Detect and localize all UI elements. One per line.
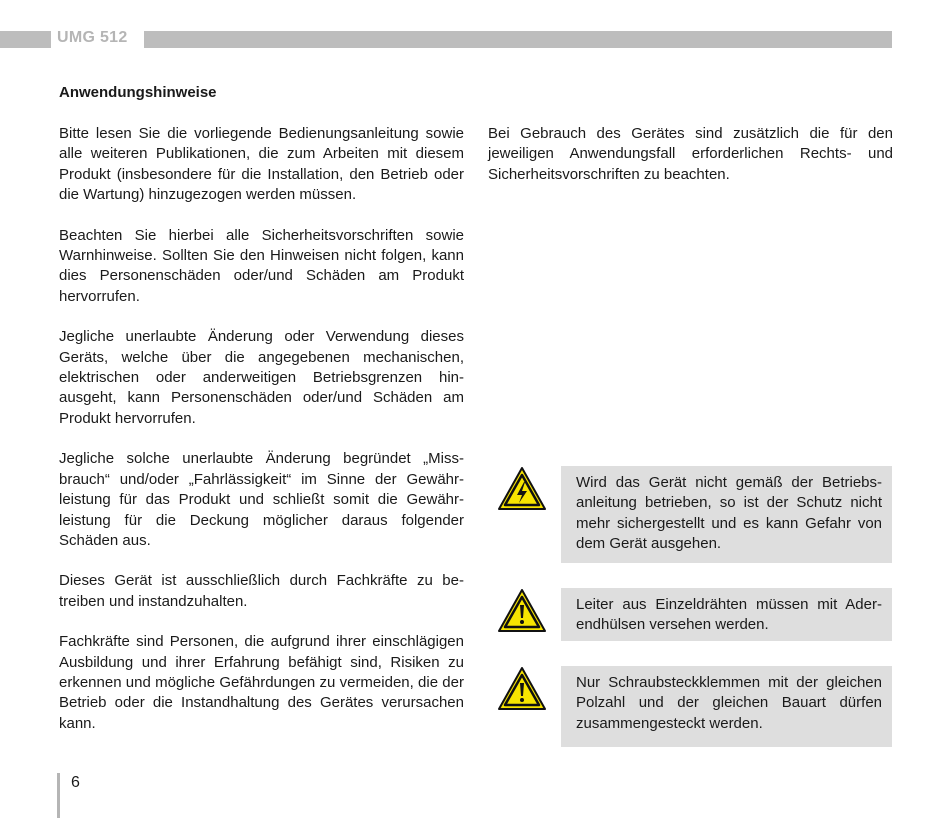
paragraph: Bitte lesen Sie die vorliegende Bedienungsanleitung sowie alle weiteren Publikationen, die zum Arbeiten mit diesem Produkt (insbesondere für die Installation, den Betrieb oder die Wartung) hinzugezogen werden müssen. xyxy=(59,125,464,204)
page-number: 6 xyxy=(71,774,80,791)
warning-text-box: Wird das Gerät nicht gemäß der Betriebsanleitung betrieben, so ist der Schutz nicht mehr sichergestellt und es kann Gefahr von dem Gerät ausgehen. xyxy=(561,466,892,563)
paragraph: Jegliche unerlaubte Änderung oder Verwendung dieses Geräts, welche über die angegebenen mechanischen, elektrischen oder anderweitigen Betriebsgrenzen hinausgeht, kann Personenschäden oder/und Schäden am Produkt hervorrufen. xyxy=(59,328,464,427)
paragraph: Bei Gebrauch des Gerätes sind zusätzlich die für den jeweiligen Anwendungsfall erforderlichen Rechts- und Sicherheitsvorschriften zu beachten. xyxy=(488,125,893,183)
header-bar-right xyxy=(144,31,892,48)
left-column xyxy=(59,124,464,754)
warning-icon xyxy=(497,666,547,712)
warning-text-box: Leiter aus Einzeldrähten müssen mit Aderendhülsen versehen werden. xyxy=(561,588,892,641)
header-bar-left xyxy=(0,31,51,48)
electric-hazard-icon xyxy=(497,466,547,512)
section-heading: Anwendungshinweise xyxy=(59,84,217,101)
warning-text-box: Nur Schraubsteckklemmen mit der gleichen Polzahl und der gleichen Bauart dürfen zusammengesteckt werden. xyxy=(561,666,892,747)
header-title: UMG 512 xyxy=(57,29,128,46)
right-column xyxy=(488,124,893,205)
paragraph: Beachten Sie hierbei alle Sicherheitsvorschriften sowie Warnhinweise. Sollten Sie den Hinweisen nicht folgen, kann dies Personenschäden oder/und Schäden am Produkt hervorrufen. xyxy=(59,226,464,305)
footer-bar xyxy=(57,773,60,818)
paragraph: Dieses Gerät ist ausschließlich durch Fachkräfte zu betreiben und instandzuhalten. xyxy=(59,572,464,610)
paragraph: Fachkräfte sind Personen, die aufgrund ihrer einschlägigen Ausbildung und ihrer Erfahrung befähigt sind, Risiken zu erkennen und mögliche Gefährdungen zu vermeiden, die der Betrieb oder die Instandhaltung des Gerätes verursachen kann. xyxy=(59,633,464,732)
warning-icon xyxy=(497,588,547,634)
paragraph: Jegliche solche unerlaubte Änderung begründet „Missbrauch“ und/oder „Fahrlässigkeit“ im Sinne der Gewährleistung für das Produkt und schließt somit die Gewährleistung für die Deckung möglicher daraus folgender Schäden aus. xyxy=(59,450,464,549)
